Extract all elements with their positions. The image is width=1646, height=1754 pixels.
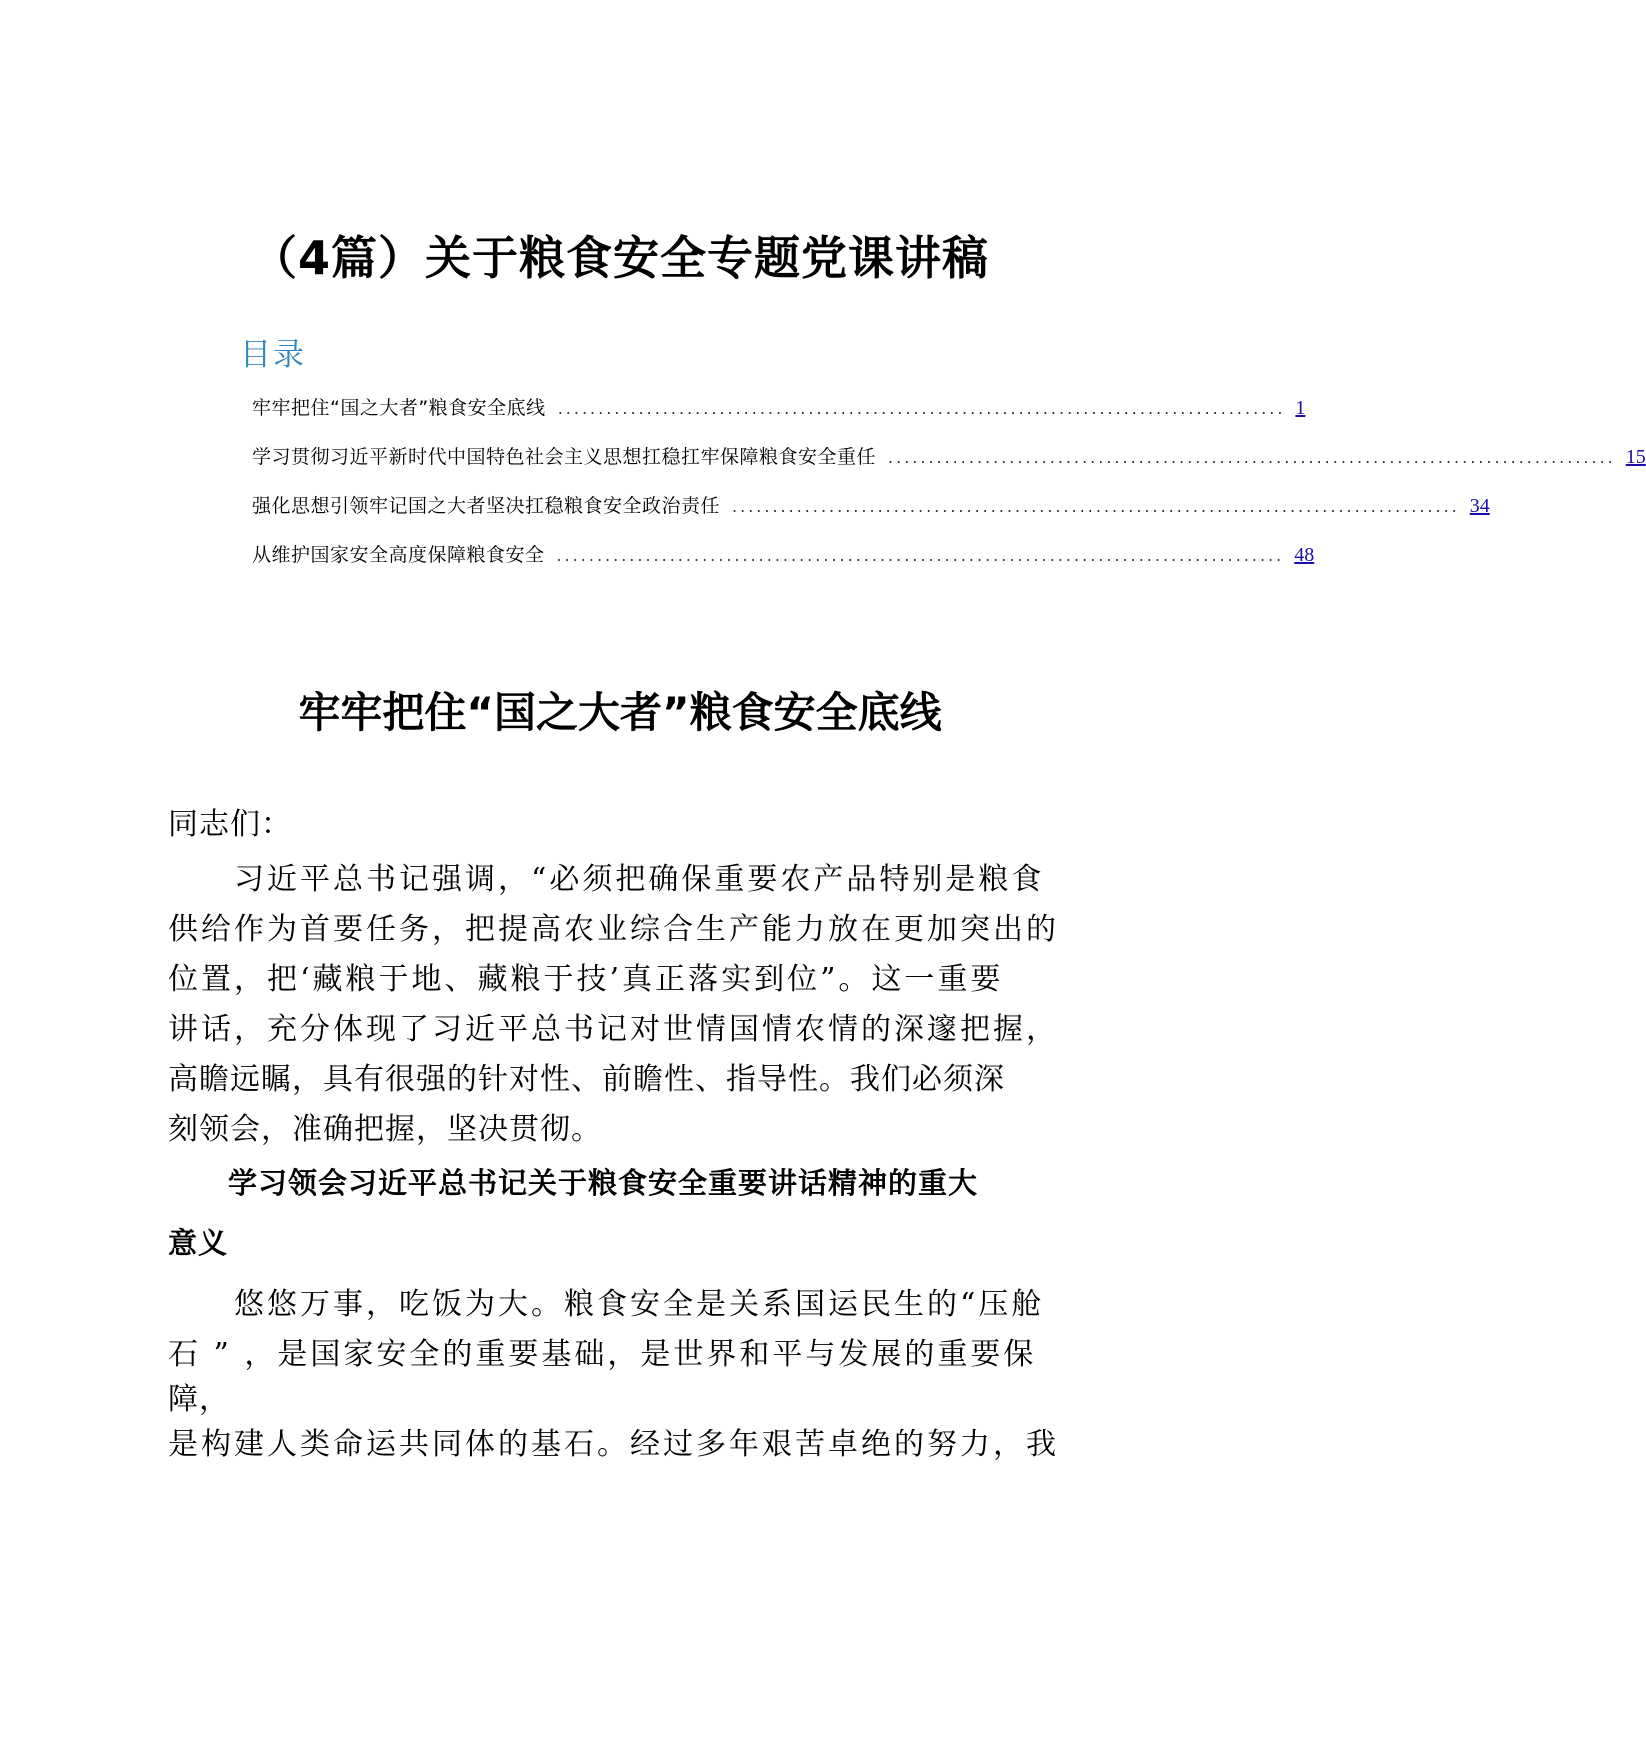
toc-leader-dots: .......................................................................................... <box>557 399 1286 418</box>
table-of-contents <box>252 395 1646 591</box>
toc-item[interactable] <box>252 542 1315 591</box>
toc-item-label: 学习贯彻习近平新时代中国特色社会主义思想扛稳扛牢保障粮食安全重任 <box>252 446 877 468</box>
toc-page-link[interactable]: 48 <box>1294 544 1315 566</box>
paragraph-line: 刻领会，准确把握，坚决贯彻。 <box>168 1112 602 1147</box>
paragraph-2 <box>168 1280 1108 1470</box>
toc-heading: 目录 <box>240 337 306 373</box>
toc-leader-dots: .......................................................................................... <box>556 546 1285 565</box>
paragraph-line: 讲话，充分体现了习近平总书记对世情国情农情的深邃把握， <box>168 1012 1059 1047</box>
paragraph-line: 习近平总书记强调，“必须把确保重要农产品特别是粮食 <box>168 862 1045 897</box>
paragraph-line: 障， <box>168 1382 230 1417</box>
subheading <box>168 1153 1108 1273</box>
toc-item-label: 从维护国家安全高度保障粮食安全 <box>252 544 545 566</box>
paragraph-line: 悠悠万事，吃饭为大。粮食安全是关系国运民生的“压舱 <box>168 1287 1045 1322</box>
toc-item-label: 牢牢把住“国之大者”粮食安全底线 <box>252 397 546 419</box>
subheading-line: 意义 <box>168 1226 229 1260</box>
paragraph-line: 是构建人类命运共同体的基石。经过多年艰苦卓绝的努力，我 <box>168 1427 1059 1462</box>
paragraph-line: 石 ” ，是国家安全的重要基础，是世界和平与发展的重要保 <box>168 1337 1037 1372</box>
toc-item[interactable] <box>252 444 1646 493</box>
toc-item[interactable] <box>252 493 1490 542</box>
paragraph-line: 供给作为首要任务，把提高农业综合生产能力放在更加突出的 <box>168 912 1059 947</box>
toc-leader-dots: .......................................................................................... <box>888 448 1616 467</box>
subheading-line: 学习领会习近平总书记关于粮食安全重要讲话精神的重大 <box>168 1166 979 1200</box>
toc-item-label: 强化思想引领牢记国之大者坚决扛稳粮食安全政治责任 <box>252 495 721 517</box>
toc-page-link[interactable]: 34 <box>1469 495 1490 517</box>
paragraph-line: 位置，把‘藏粮于地、藏粮于技’真正落实到位”。这一重要 <box>168 962 1004 997</box>
toc-page-link[interactable]: 1 <box>1295 397 1306 419</box>
paragraph-line: 高瞻远瞩，具有很强的针对性、前瞻性、指导性。我们必须深 <box>168 1062 1005 1097</box>
salutation-text: 同志们： <box>168 807 292 842</box>
toc-leader-dots: .......................................................................................... <box>732 497 1460 516</box>
section-title: 牢牢把住“国之大者”粮食安全底线 <box>298 688 942 737</box>
toc-page-link[interactable]: 15 <box>1625 446 1646 468</box>
document-title: （4篇）关于粮食安全专题党课讲稿 <box>250 231 989 285</box>
toc-item[interactable] <box>252 395 1306 444</box>
paragraph-1 <box>168 855 1108 1155</box>
salutation <box>168 800 1108 850</box>
